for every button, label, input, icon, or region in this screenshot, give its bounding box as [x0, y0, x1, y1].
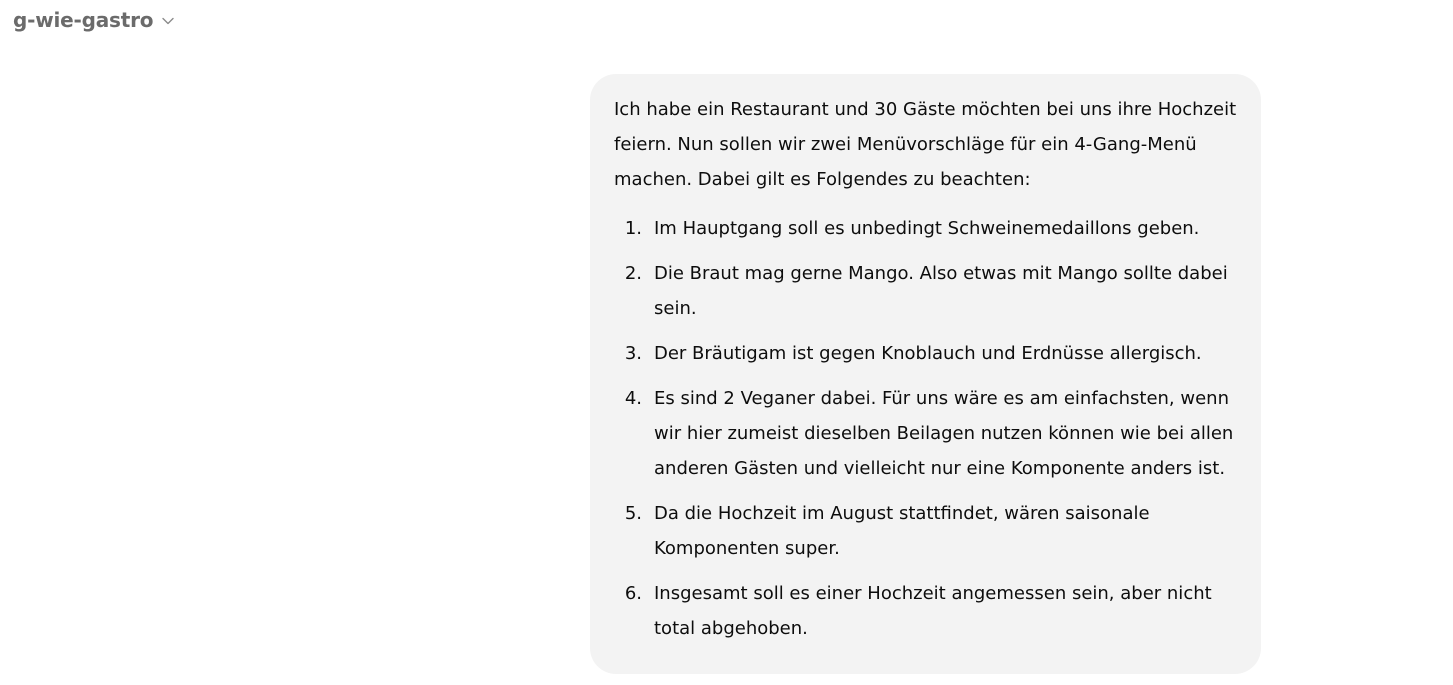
list-item-number: 1.: [624, 218, 642, 239]
app-title: g-wie-gastro: [13, 8, 154, 32]
list-item: [614, 381, 1237, 486]
list-item-text: Der Bräutigam ist gegen Knoblauch und Erdnüsse allergisch.: [654, 343, 1202, 364]
list-item-text: Die Braut mag gerne Mango. Also etwas mit Mango sollte dabei sein.: [654, 263, 1228, 319]
list-item: [614, 256, 1237, 326]
user-message-bubble: [590, 74, 1261, 674]
list-item-number: 2.: [624, 263, 642, 284]
model-selector[interactable]: [13, 5, 175, 35]
list-item-number: 5.: [624, 503, 642, 524]
list-item: [614, 576, 1237, 646]
list-item: [614, 336, 1237, 371]
list-item: [614, 496, 1237, 566]
list-item-number: 6.: [624, 583, 642, 604]
chevron-down-icon: [161, 14, 175, 28]
list-item-text: Im Hauptgang soll es unbedingt Schweinemedaillons geben.: [654, 218, 1200, 239]
message-intro: Ich habe ein Restaurant und 30 Gäste möchten bei uns ihre Hochzeit feiern. Nun sollen wir zwei Menüvorschläge für ein 4-Gang-Menü machen. Dabei gilt es Folgendes zu beachten:: [614, 99, 1237, 190]
list-item-text: Da die Hochzeit im August stattfindet, wären saisonale Komponenten super.: [654, 503, 1150, 559]
requirements-list: [614, 211, 1237, 646]
list-item-text: Insgesamt soll es einer Hochzeit angemessen sein, aber nicht total abgehoben.: [654, 583, 1212, 639]
list-item-text: Es sind 2 Veganer dabei. Für uns wäre es am einfachsten, wenn wir hier zumeist dieselben Beilagen nutzen können wie bei allen anderen Gästen und vielleicht nur eine Komponente anders ist.: [654, 388, 1234, 479]
list-item: [614, 211, 1237, 246]
list-item-number: 4.: [624, 388, 642, 409]
list-item-number: 3.: [624, 343, 642, 364]
